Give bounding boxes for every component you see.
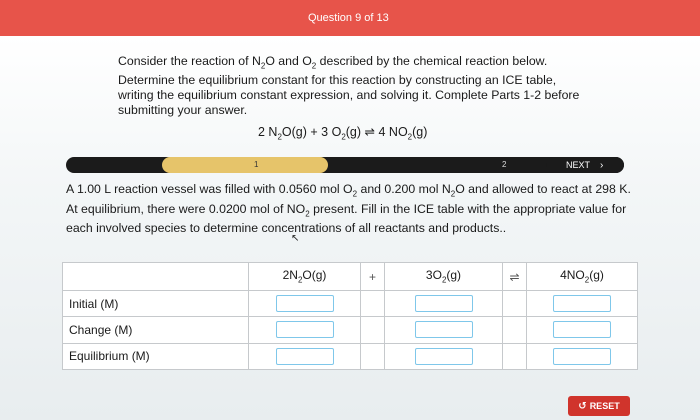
input-change-o2[interactable] — [415, 321, 473, 338]
ice-header-row — [63, 263, 638, 291]
input-initial-n2o[interactable] — [276, 295, 334, 312]
next-label: NEXT — [566, 160, 591, 170]
eq-part: 2 N — [258, 125, 278, 139]
equilibrium-arrow: ⇌ — [503, 263, 527, 291]
cell — [249, 317, 361, 343]
cell — [361, 343, 385, 369]
intro-instructions: Determine the equilibrium constant for this reaction by constructing an ICE table, writing the equilibrium constant expression, and solving it. Complete Parts 1-2 before submitting your answer. — [118, 73, 580, 118]
input-initial-no2[interactable] — [553, 295, 611, 312]
progress-step-2-label[interactable]: 2 — [502, 160, 507, 169]
plus-sign: + — [361, 263, 385, 291]
subscript: 2 — [450, 189, 456, 199]
col-no2 — [527, 263, 638, 291]
input-equilibrium-o2[interactable] — [415, 348, 473, 365]
input-change-n2o[interactable] — [276, 321, 334, 338]
mouse-cursor-icon: ↖ — [291, 233, 300, 244]
ice-table — [62, 262, 638, 370]
next-button[interactable] — [546, 157, 624, 173]
cell — [385, 343, 503, 369]
subscript: 2 — [260, 61, 266, 71]
cell — [385, 317, 503, 343]
progress-step-1-label: 1 — [254, 160, 259, 169]
cell — [385, 291, 503, 317]
reset-icon: ↺ — [578, 400, 587, 412]
subscript: 2 — [407, 132, 413, 142]
cell — [527, 317, 638, 343]
reaction-equation — [258, 124, 427, 142]
row-label-change: Change (M) — [63, 317, 249, 343]
cell — [503, 291, 527, 317]
ice-row-change — [63, 317, 638, 343]
subscript: 2 — [277, 132, 282, 142]
para-text: A 1.00 L reaction vessel was filled with 0.0560 mol O — [66, 182, 353, 196]
subscript: 2 — [305, 209, 310, 219]
col-text: 3O — [425, 268, 442, 283]
cell — [527, 291, 638, 317]
question-header-bar — [0, 0, 700, 36]
chevron-right-icon: › — [600, 159, 604, 171]
reset-label: RESET — [589, 401, 620, 411]
question-counter: Question 9 of 13 — [308, 12, 389, 24]
part-progress-bar — [66, 157, 624, 173]
intro-text: O and O — [265, 54, 312, 68]
input-change-no2[interactable] — [553, 321, 611, 338]
ice-corner-cell — [63, 263, 249, 291]
col-o2 — [385, 263, 503, 291]
col-n2o — [249, 263, 361, 291]
col-text: 2N — [282, 268, 298, 283]
question-intro — [118, 54, 588, 118]
subscript: 2 — [441, 275, 447, 285]
col-text: 4NO — [560, 268, 585, 283]
para-text: O and allowed to react at 298 K. At equilibrium, there were 0.0200 mol of NO — [66, 182, 631, 216]
input-equilibrium-n2o[interactable] — [276, 348, 334, 365]
subscript: 2 — [584, 275, 590, 285]
col-text: O(g) — [302, 268, 327, 283]
cell — [249, 291, 361, 317]
input-initial-o2[interactable] — [415, 295, 473, 312]
intro-text: Consider the reaction of N — [118, 54, 261, 68]
col-text: (g) — [446, 268, 462, 283]
cell — [361, 291, 385, 317]
equilibrium-arrow: ⇌ — [364, 125, 376, 139]
eq-part: 4 NO — [375, 125, 408, 139]
problem-paragraph — [66, 182, 636, 236]
progress-step-1-active[interactable] — [162, 157, 328, 173]
subscript: 2 — [341, 132, 346, 142]
cell — [503, 343, 527, 369]
row-label-initial: Initial (M) — [63, 291, 249, 317]
para-text: present. Fill in the ICE table with the appropriate value for each involved species to determine concentrations of all reactants and products.. — [66, 201, 627, 236]
para-text: and 0.200 mol N — [357, 182, 451, 196]
ice-row-initial — [63, 291, 638, 317]
subscript: 2 — [297, 275, 303, 285]
subscript: 2 — [352, 189, 358, 199]
cell — [527, 343, 638, 369]
eq-part: O(g) + 3 O — [281, 125, 342, 139]
subscript: 2 — [311, 61, 317, 71]
cell — [503, 317, 527, 343]
cell — [249, 343, 361, 369]
input-equilibrium-no2[interactable] — [553, 348, 611, 365]
cell — [361, 317, 385, 343]
row-label-equilibrium: Equilibrium (M) — [63, 343, 249, 369]
intro-text: described by the chemical reaction below. — [316, 54, 548, 68]
col-text: (g) — [589, 268, 604, 283]
eq-part: (g) — [345, 125, 362, 139]
ice-row-equilibrium — [63, 343, 638, 369]
reset-button[interactable] — [568, 396, 630, 416]
eq-part: (g) — [412, 125, 428, 139]
